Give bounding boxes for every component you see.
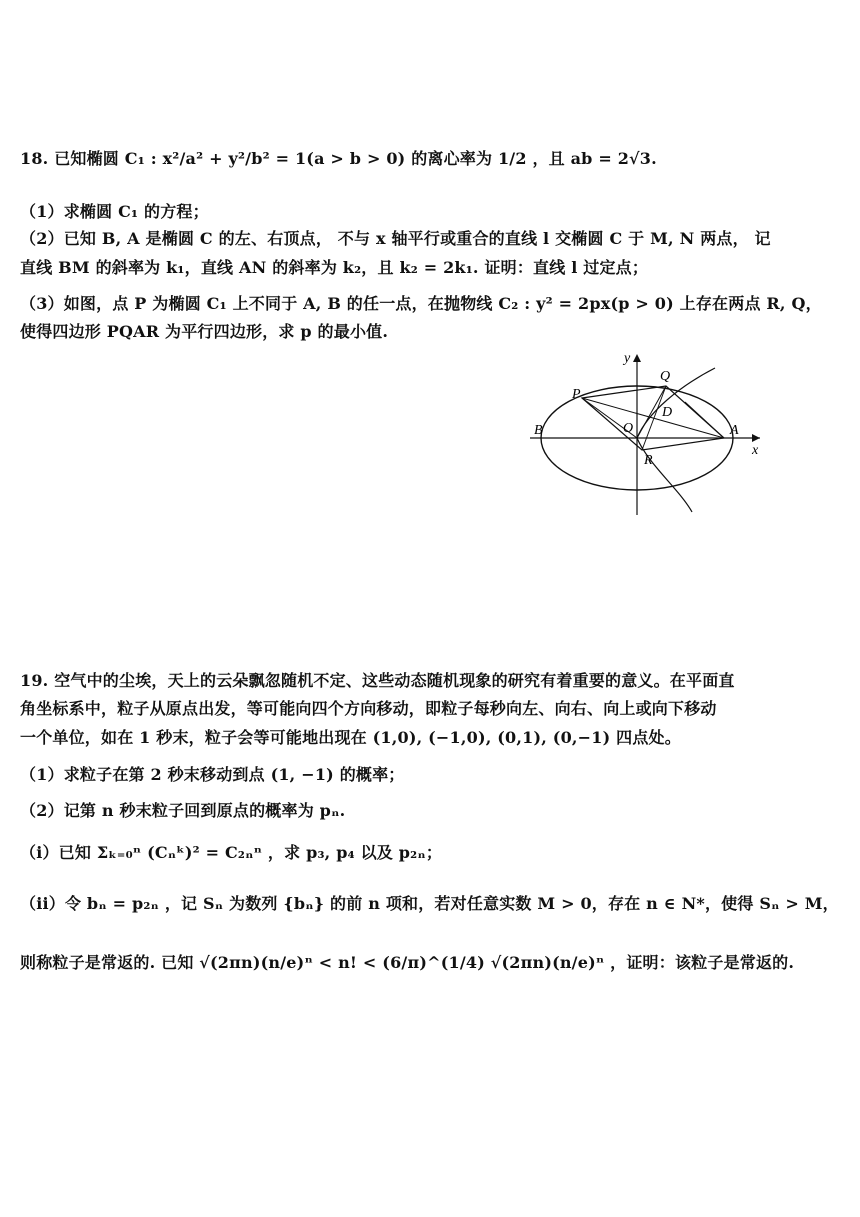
label-y: y: [624, 351, 631, 366]
label-p: P: [572, 387, 581, 402]
label-o: O: [623, 421, 634, 436]
problem-19-part-ii: （ii）令 bₙ = p₂ₙ ，记 Sₙ 为数列 {bₙ} 的前 n 项和，若对任意实数 M > 0，存在 n ∈ N*，使得 Sₙ > M，: [20, 894, 839, 913]
problem-19-part-1: （1）求粒子在第 2 秒末移动到点 (1, −1) 的概率；: [20, 765, 405, 784]
problem-19-part-2: （2）记第 n 秒末粒子回到原点的概率为 pₙ.: [20, 801, 346, 820]
problem-19-part-i: （i）已知 Σₖ₌₀ⁿ (Cₙᵏ)² = C₂ₙⁿ ，求 p₃, p₄ 以及 p₂ₙ；: [20, 843, 443, 862]
label-r: R: [644, 453, 653, 468]
x-axis-arrow: [752, 434, 760, 442]
problem-18-heading: 18. 已知椭圆 C₁ : x²/a² + y²/b² = 1(a > b > 0) 的离心率为 1/2 ，且 ab = 2√3.: [20, 149, 657, 168]
problem-18-part-2-line-1: （2）已知 B, A 是椭圆 C 的左、右顶点， 不与 x 轴平行或重合的直线 l 交椭圆 C 于 M, N 两点， 记: [20, 229, 771, 248]
label-d: D: [662, 405, 673, 420]
problem-19-line-3: 一个单位，如在 1 秒末，粒子会等可能地出现在 (1,0), (−1,0), (0,1), (0,−1) 四点处。: [20, 728, 681, 747]
problem-19-part-ii-end: 则称粒子是常返的. 已知 √(2πn)(n/e)ⁿ < n! < (6/π)^(1/4) √(2πn)(n/e)ⁿ ，证明：该粒子是常返的.: [20, 953, 795, 972]
problem-18-part-3-line-2: 使得四边形 PQAR 为平行四边形，求 p 的最小值.: [20, 322, 389, 341]
problem-18-part-2-line-2: 直线 BM 的斜率为 k₁，直线 AN 的斜率为 k₂，且 k₂ = 2k₁. 证明：直线 l 过定点；: [20, 258, 649, 277]
problem-19-line-1: 19. 空气中的尘埃，天上的云朵飘忽随机不定、这些动态随机现象的研究有着重要的意义。在平面直: [20, 671, 735, 690]
figure-svg: [520, 350, 770, 520]
label-x: x: [752, 443, 759, 458]
label-a: A: [730, 423, 739, 438]
problem-19-line-2: 角坐标系中，粒子从原点出发，等可能向四个方向移动，即粒子每秒向左、向右、向上或向下移动: [20, 699, 717, 718]
ellipse-parabola-figure: [520, 350, 770, 520]
problem-18-part-1: （1）求椭圆 C₁ 的方程；: [20, 202, 209, 221]
y-axis-arrow: [633, 354, 641, 362]
label-q: Q: [660, 369, 671, 384]
problem-18-part-3-line-1: （3）如图，点 P 为椭圆 C₁ 上不同于 A, B 的任一点，在抛物线 C₂ : y² = 2px(p > 0) 上存在两点 R, Q，: [20, 294, 822, 313]
label-b: B: [534, 423, 543, 438]
